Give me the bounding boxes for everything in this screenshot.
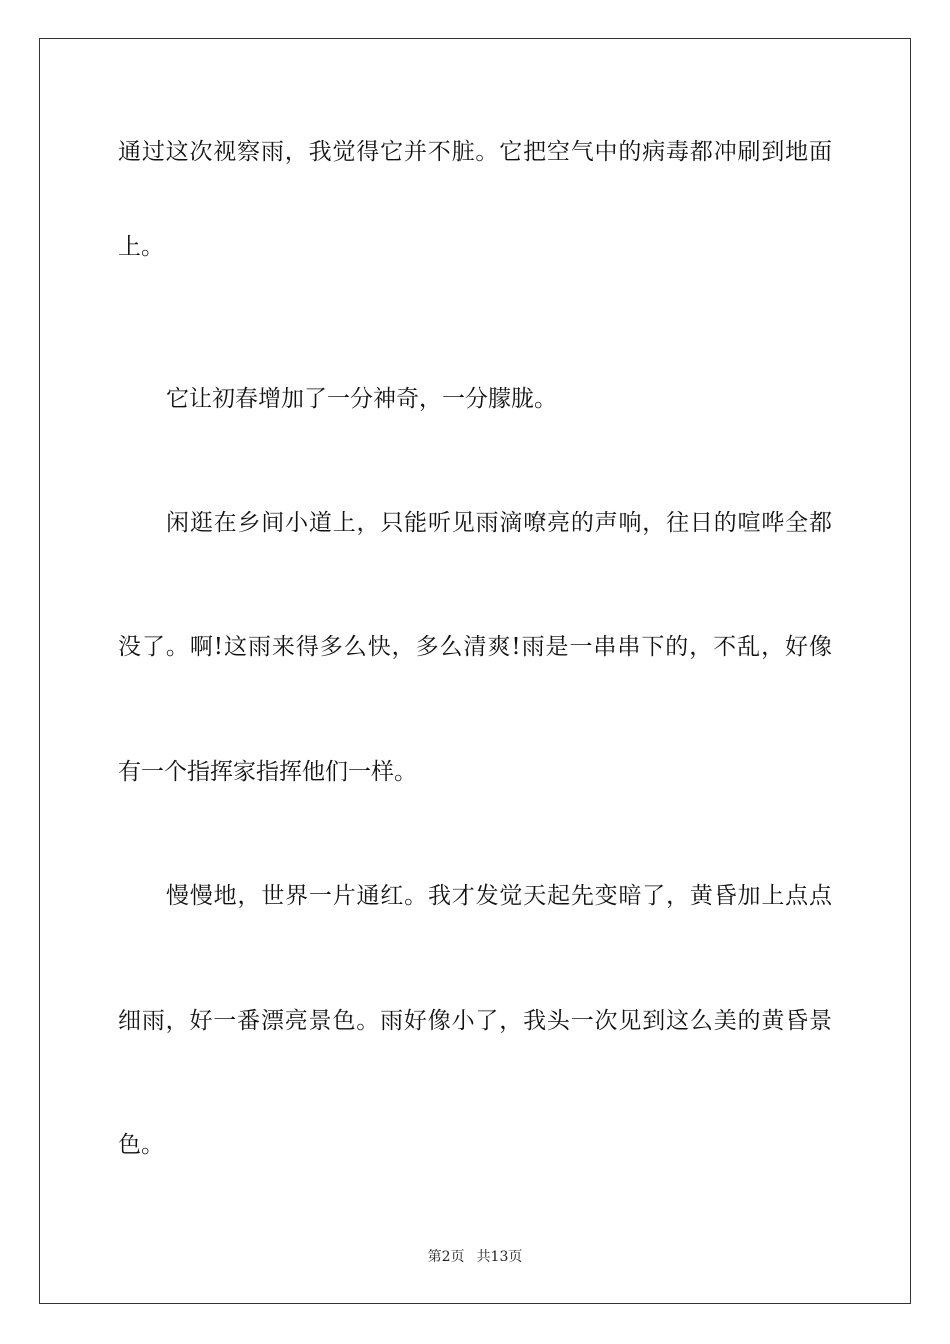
text-line-5: 没了。啊!这雨来得多么快，多么清爽!雨是一串串下的，不乱，好像	[118, 634, 832, 660]
text-line-2: 上。	[118, 234, 164, 260]
text-line-3: 它让初春增加了一分神奇，一分朦胧。	[166, 386, 557, 412]
page-number-total: 共13页	[476, 1249, 523, 1265]
text-line-6: 有一个指挥家指挥他们一样。	[118, 759, 417, 785]
page-footer	[0, 1248, 950, 1266]
page-number-current: 第2页	[427, 1249, 465, 1265]
page-border	[39, 38, 911, 1304]
text-line-1: 通过这次视察雨，我觉得它并不脏。它把空气中的病毒都冲刷到地面	[118, 139, 832, 165]
text-line-9: 色。	[118, 1132, 164, 1158]
text-line-4: 闲逛在乡间小道上，只能听见雨滴嘹亮的声响，往日的喧哗全都	[166, 510, 832, 536]
text-line-8: 细雨，好一番漂亮景色。雨好像小了，我头一次见到这么美的黄昏景	[118, 1008, 832, 1034]
text-line-7: 慢慢地，世界一片通红。我才发觉天起先变暗了，黄昏加上点点	[166, 883, 832, 909]
